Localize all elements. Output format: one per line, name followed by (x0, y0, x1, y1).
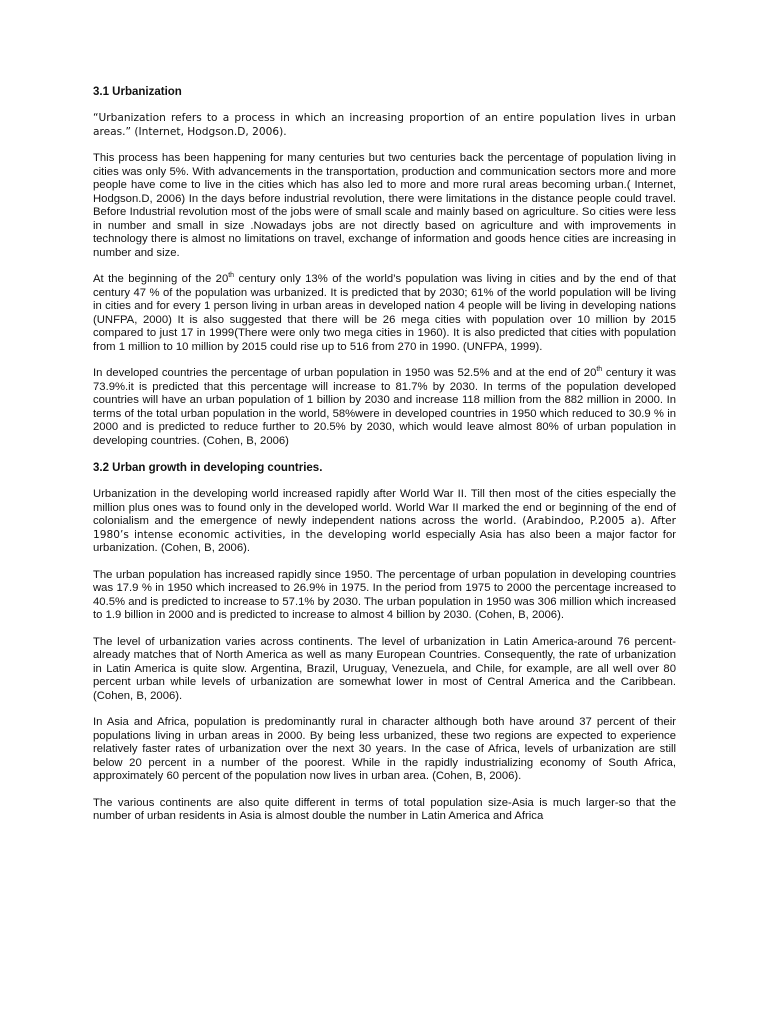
text-fragment: In developed countries the percentage of urban population in 1950 was 52.5% and at the end of 20 (93, 367, 597, 379)
superscript: th (596, 366, 603, 374)
text-fragment: century only 13% of the world’s population was living in cities and by the end of that century 47 % of the population was urbanized. It is predicted that by 2030; 61% of the world population will be living in cities and for every 1 person living in urban areas in developed nation 4 people will be living in developing nations (UNFPA, 2000) It is also suggested that there will be 26 mega cities with population over 10 million by 2015 compared to just 17 in 1999(There were only two mega cities in 1960). It is also predicted that cities with population from 1 million to 10 million by 2015 could rise up to 516 from 270 in 1990. (UNFPA, 1999). (93, 273, 676, 353)
paragraph-urban-population: The urban population has increased rapidly since 1950. The percentage of urban population in developing countries was 17.9 % in 1950 which increased to 26.9% in 1975. In the period from 1975 to 2000 the percentage increased to 40.5% and is predicted to increase to 57.1% by 2030. The urban population in 1950 was 306 million which increased to 1.9 billion in 2000 and is predicted to increase to almost 4 billion by 2030. (Cohen, B, 2006). (93, 568, 676, 621)
text-fragment: especially Asia has also been a major factor for urbanization. (Cohen, B, 2006). (93, 528, 676, 554)
paragraph-developed-countries (93, 367, 676, 448)
section-heading-urbanization: 3.1 Urbanization (93, 86, 182, 98)
paragraph-asia-africa: In Asia and Africa, population is predominantly rural in character although both have around 37 percent of their populations living in urban areas in 2000. By being less urbanized, these two regions are expected to experience relatively faster rates of urbanization over the next 30 years. In the case of Africa, levels of urbanization are still below 20 percent in a number of the poorest. While in the rapidly industrializing economy of South Africa, approximately 60 percent of the population now lives in urban area. (Cohen, B, 2006). (93, 716, 676, 782)
paragraph-20th-century (93, 273, 676, 354)
superscript: th (228, 272, 235, 280)
section-heading-developing-countries: 3.2 Urban growth in developing countries. (93, 462, 323, 474)
text-fragment: Urbanization in the developing world increased rapidly after World War II. Till then most of the cities especially the million plus ones was to found only in the developed world. World War II marked the end or beginning of the end of colonialism and the emergence of newly independent nations across (93, 488, 676, 527)
text-fragment: At the beginning of the 20 (93, 273, 229, 285)
text-fragment: century it was 73.9%.it is predicted that this percentage will increase to 81.7% by 2030. In terms of the population developed countries will have an urban population of 1 billion by 2030 and increase 118 million from the 882 million in 2000. In terms of the total urban population in the world, 58%were in developed countries in 1950 which reduced to 30.9 % in 2000 and is predicted to reduce further to 20.5% by 2030, which would leave almost 80% of urban population in developing countries. (Cohen, B, 2006) (93, 367, 677, 447)
definition-quote: “Urbanization refers to a process in which an increasing proportion of an entire population lives in urban areas.” (Internet, Hodgson.D, 2006). (93, 112, 676, 138)
citation-fragment: the world. (Arabindoo, P.2005 a). After 1980’s intense economic activities, in the developing world (93, 515, 676, 541)
paragraph-post-war (93, 488, 676, 556)
paragraph-continents-size: The various continents are also quite different in terms of total population size-Asia is much larger-so that the number of urban residents in Asia is almost double the number in Latin America and Africa (93, 796, 676, 822)
paragraph-continents-level: The level of urbanization varies across continents. The level of urbanization in Latin America-around 76 percent-already matches that of North America as well as many European Countries. Consequently, the rate of urbanization in Latin America is quite slow. Argentina, Brazil, Uruguay, Venezuela, and Chile, for example, are all well over 80 percent urban while levels of urbanization are somewhat lower in most of Central America and the Caribbean. (Cohen, B, 2006). (93, 635, 676, 702)
paragraph-history: This process has been happening for many centuries but two centuries back the percentage of population living in cities was only 5%. With advancements in the transportation, production and communication sectors more and more people have come to live in the cities which has also led to more and more rural areas becoming urban.( Internet, Hodgson.D, 2006) In the days before industrial revolution, there were limitations in the distance people could travel. Before Industrial revolution most of the jobs were of small scale and mainly based on agriculture. So cities were less in number and small in size .Nowadays jobs are not directly based on agriculture and with improvements in technology there is almost no limitations on travel, exchange of information and goods hence cities are increasing in number and size. (93, 152, 676, 259)
